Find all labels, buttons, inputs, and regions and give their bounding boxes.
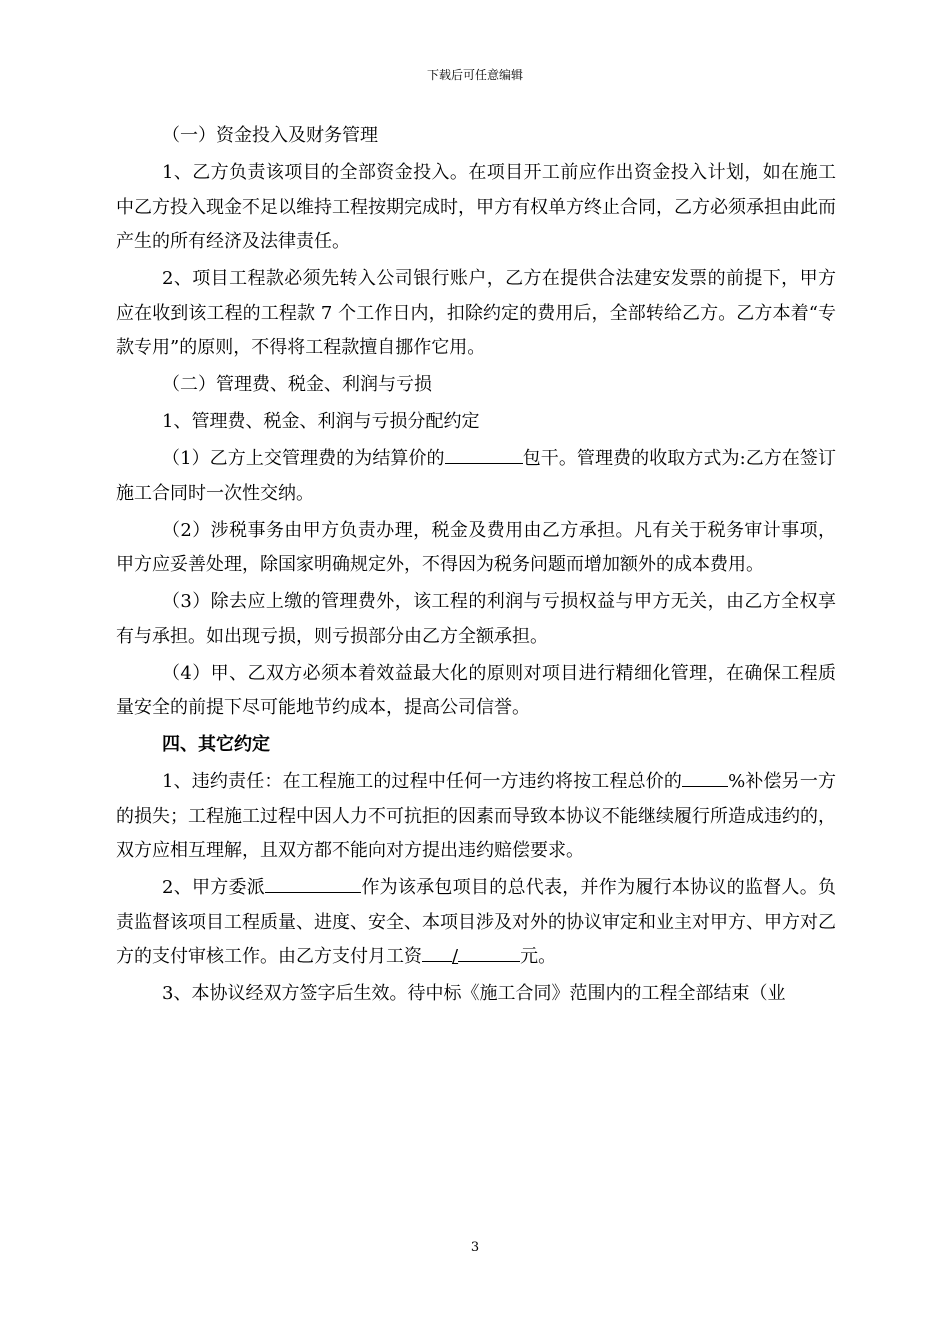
- paragraph-fees-1-3: （3）除去应上缴的管理费外，该工程的利润与亏损权益与甲方无关，由乙方全权享有与承担。如出现亏损，则亏损部分由乙方全额承担。: [116, 591, 836, 647]
- text-end: 元。: [520, 946, 557, 967]
- heading-funding: （一）资金投入及财务管理: [162, 125, 378, 146]
- text-after-blank: 作为该承包项目的总代表，并作为履行本协议的监督人。负责监督该项目工程质量、进度、安全、本项目涉及对外的协议审定和业主对甲方、甲方对乙方的支付审核工作。由乙方支付月工资: [116, 877, 837, 967]
- text-before-blank: （1）乙方上交管理费的为结算价的: [162, 448, 445, 469]
- text-after-blank: %补偿另一方的损失；工程施工过程中因人力不可抗拒的因素而导致本协议不能继续履行所造成违约的，双方应相互理解，且双方都不能向对方提出违约赔偿要求。: [116, 771, 836, 861]
- text-before-blank: 2、甲方委派: [162, 877, 266, 898]
- paragraph-other-3: 3、本协议经双方签字后生效。待中标《施工合同》范围内的工程全部结束（业: [162, 983, 786, 1004]
- blank-fill-line: [458, 944, 520, 962]
- paragraph-other-1: [116, 765, 836, 869]
- page-header: 下载后可任意编辑: [426, 68, 523, 82]
- text-after-blank: 包干。管理费的收取方式为:乙方在签订施工合同时一次性交纳。: [116, 448, 836, 504]
- paragraph-fees-1-4: （4）甲、乙双方必须本着效益最大化的原则对项目进行精细化管理，在确保工程质量安全的前提下尽可能地节约成本，提高公司信誉。: [116, 662, 836, 718]
- slash-separator: /: [452, 946, 459, 967]
- paragraph-funding-1: 1、乙方负责该项目的全部资金投入。在项目开工前应作出资金投入计划，如在施工中乙方投入现金不足以维持工程按期完成时，甲方有权单方终止合同，乙方必须承担由此而产生的所有经济及法律责任。: [116, 162, 836, 252]
- paragraph-fees-1: 1、管理费、税金、利润与亏损分配约定: [162, 411, 480, 432]
- blank-fill-line: [265, 875, 361, 893]
- paragraph-fees-1-1: [116, 442, 836, 511]
- heading-fees: （二）管理费、税金、利润与亏损: [162, 374, 432, 395]
- blank-fill-line: [422, 944, 452, 962]
- section-heading-other: 四、其它约定: [162, 734, 270, 755]
- document-body: [116, 119, 836, 1014]
- blank-fill-line: [445, 446, 523, 464]
- paragraph-funding-2: 2、项目工程款必须先转入公司银行账户，乙方在提供合法建安发票的前提下，甲方应在收到该工程的工程款 7 个工作日内，扣除约定的费用后，全部转给乙方。乙方本着“专款专用”的原则，不得将工程款擅自挪作它用。: [116, 268, 836, 358]
- paragraph-other-2: [116, 871, 836, 975]
- blank-fill-line: [682, 769, 728, 787]
- page-number: 3: [470, 1240, 480, 1255]
- text-before-blank: 1、违约责任：在工程施工的过程中任何一方违约将按工程总价的: [162, 771, 683, 792]
- paragraph-fees-1-2: （2）涉税事务由甲方负责办理，税金及费用由乙方承担。凡有关于税务审计事项，甲方应妥善处理，除国家明确规定外，不得因为税务问题而增加额外的成本费用。: [116, 519, 836, 575]
